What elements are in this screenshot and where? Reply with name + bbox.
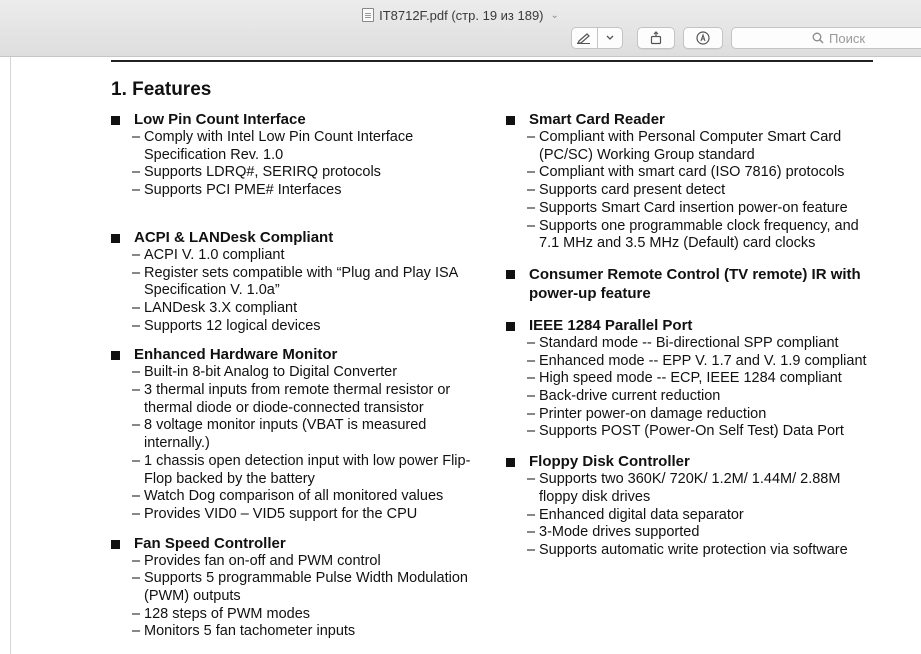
window-title-text: IT8712F.pdf (стр. 19 из 189) (379, 7, 544, 23)
feature-item: – 1 chassis open detection input with low power Flip-Flop backed by the battery (111, 453, 481, 488)
page-left-edge (10, 57, 11, 654)
feature-section (506, 453, 876, 560)
feature-section (506, 317, 876, 441)
feature-item: – ACPI V. 1.0 compliant (111, 247, 481, 265)
feature-title: Low Pin Count Interface (111, 111, 481, 129)
feature-item: – Supports two 360K/ 720K/ 1.2M/ 1.44M/ 2.88M floppy disk drives (506, 471, 876, 506)
feature-section (111, 535, 481, 642)
feature-item: – Compliant with smart card (ISO 7816) protocols (506, 164, 876, 182)
feature-section (506, 265, 876, 303)
features-right-column (506, 111, 876, 560)
features-left-column (111, 111, 481, 641)
feature-title: Fan Speed Controller (111, 535, 481, 553)
feature-title: Consumer Remote Control (TV remote) IR with power-up feature (506, 265, 869, 303)
markup-pen-button[interactable] (572, 28, 597, 48)
document-viewport[interactable] (0, 57, 921, 654)
feature-item: – Supports card present detect (506, 182, 876, 200)
rotate-button[interactable] (637, 27, 675, 49)
window-title[interactable] (0, 6, 921, 24)
feature-list (111, 247, 481, 336)
feature-item: – 8 voltage monitor inputs (VBAT is measured internally.) (111, 417, 481, 452)
feature-item: – Back-drive current reduction (506, 388, 876, 406)
feature-title: Enhanced Hardware Monitor (111, 346, 481, 364)
feature-item: – Built-in 8-bit Analog to Digital Converter (111, 364, 481, 382)
markup-button-group (571, 27, 623, 49)
feature-item: – Supports LDRQ#, SERIRQ protocols (111, 164, 481, 182)
pen-icon (576, 32, 592, 44)
feature-item: – Compliant with Personal Computer Smart Card (PC/SC) Working Group standard (506, 129, 876, 164)
chevron-down-icon (605, 34, 615, 42)
feature-section (111, 346, 481, 523)
feature-item: – Watch Dog comparison of all monitored values (111, 488, 481, 506)
page-header-rule (111, 60, 873, 62)
feature-item: – Enhanced mode -- EPP V. 1.7 and V. 1.9 compliant (506, 353, 876, 371)
feature-item: – Printer power-on damage reduction (506, 406, 876, 424)
feature-title: ACPI & LANDesk Compliant (111, 229, 481, 247)
feature-item: – 128 steps of PWM modes (111, 606, 481, 624)
feature-title: IEEE 1284 Parallel Port (506, 317, 876, 335)
feature-item: – 3 thermal inputs from remote thermal resistor or thermal diode or diode-connected transistor (111, 382, 481, 417)
feature-item: – Supports one programmable clock frequency, and 7.1 MHz and 3.5 MHz (Default) card clocks (506, 218, 876, 253)
feature-item: – High speed mode -- ECP, IEEE 1284 compliant (506, 370, 876, 388)
feature-list (111, 553, 481, 642)
feature-item: – Supports Smart Card insertion power-on feature (506, 200, 876, 218)
feature-item: – Enhanced digital data separator (506, 507, 876, 525)
feature-item: – Comply with Intel Low Pin Count Interface Specification Rev. 1.0 (111, 129, 481, 164)
feature-list (506, 335, 876, 441)
feature-item: – LANDesk 3.X compliant (111, 300, 481, 318)
chevron-down-icon[interactable]: ⌄ (550, 9, 559, 21)
rotate-icon (648, 30, 664, 46)
feature-list (111, 129, 481, 200)
feature-item: – Provides fan on-off and PWM control (111, 553, 481, 571)
search-field[interactable] (731, 27, 921, 49)
feature-item: – Register sets compatible with “Plug and Play ISA Specification V. 1.0a” (111, 265, 481, 300)
feature-item: – Supports PCI PME# Interfaces (111, 182, 481, 200)
feature-item: – Supports POST (Power-On Self Test) Data Port (506, 423, 876, 441)
feature-item: – Standard mode -- Bi-directional SPP compliant (506, 335, 876, 353)
feature-list (111, 364, 481, 523)
search-icon (812, 32, 824, 44)
feature-list (506, 129, 876, 253)
pdf-file-icon (362, 8, 374, 22)
feature-title: Floppy Disk Controller (506, 453, 876, 471)
feature-item: – Monitors 5 fan tachometer inputs (111, 623, 481, 641)
markup-circle-icon (695, 30, 711, 46)
feature-item: – Supports automatic write protection via software (506, 542, 876, 560)
search-placeholder: Поиск (829, 30, 866, 46)
section-heading: 1. Features (111, 79, 212, 100)
feature-section (506, 111, 876, 253)
feature-item: – Supports 5 programmable Pulse Width Modulation (PWM) outputs (111, 570, 481, 605)
feature-list (506, 471, 876, 560)
feature-item: – Provides VID0 – VID5 support for the CPU (111, 506, 481, 524)
annotate-button[interactable] (683, 27, 723, 49)
window-titlebar (0, 0, 921, 57)
feature-section (111, 111, 481, 200)
feature-section (111, 229, 481, 336)
feature-item: – 3-Mode drives supported (506, 524, 876, 542)
markup-options-button[interactable] (597, 28, 623, 48)
feature-item: – Supports 12 logical devices (111, 318, 481, 336)
feature-title: Smart Card Reader (506, 111, 876, 129)
